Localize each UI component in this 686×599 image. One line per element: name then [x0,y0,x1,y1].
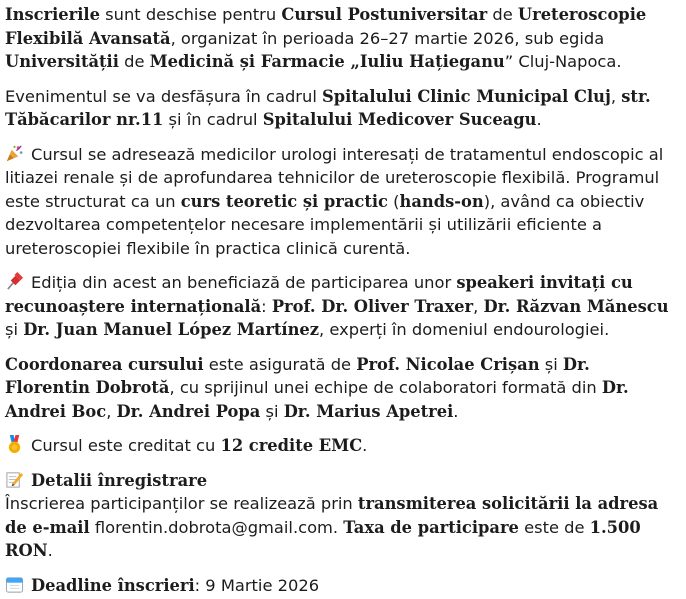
text-run: florentin.dobrota@gmail.com. [89,517,344,537]
audience-paragraph [5,143,678,261]
venue-paragraph [5,85,678,132]
bold-text: Dr. Juan Manuel López Martínez [23,320,320,339]
bold-text: Universității [5,52,119,71]
bold-text: str. Tăbăcarilor nr.11 [5,86,651,129]
text-run: : [261,296,272,316]
bold-text: speakeri invitați cu recunoaștere internațională [5,273,633,316]
text-run: Cursul se adresează medicilor urologi interesați de tratamentul endoscopic al litiazei renale și de aprofundarea tehnicilor de ureteroscopie flexibilă. Programul este structurat ca un [5,144,664,211]
credits-paragraph [5,434,678,458]
text-run: Înscrierea participanților se realizează prin [5,494,358,513]
text-run: ( [387,191,400,211]
bold-text: Spitalului Medicover Suceagu [262,110,537,129]
party-popper-icon [5,144,24,163]
text-run: Ediția din acest an beneficiază de participarea unor [31,273,457,292]
speakers-paragraph [5,271,678,342]
text-run: , [473,296,484,316]
bold-text: hands-on [399,191,484,211]
text-run: și [539,354,563,374]
text-run: ), având ca obiectiv dezvoltarea competențelor necesare implementării și utilizării eficiente a ureteroscopiei flexibile în practica clinică curentă. [5,191,645,258]
text-run: . [453,401,459,421]
text-run: Evenimentul se va desfășura în cadrul [5,86,323,106]
text-run: , experți în domeniul endourologiei. [319,320,610,339]
text-run: . [47,541,53,560]
bold-text: Inscrierile [5,5,100,24]
registration-paragraph [5,492,678,563]
text-run: , [106,401,117,421]
text-run: sunt deschise pentru [99,5,282,24]
text-run: și [5,320,24,339]
text-run: , [610,86,622,106]
medal-icon [5,435,24,454]
bold-text: Dr. Marius Apetrei [283,401,454,421]
registration-heading [5,469,678,493]
coordination-paragraph [5,353,678,424]
text-run: și [260,401,284,421]
text-run: și în cadrul [163,110,263,129]
bold-text: Taxa de participare [343,517,519,537]
bold-text: Deadline înscrieri [31,575,195,595]
bold-text: curs teoretic și practic [180,191,388,211]
text-run: este de [518,517,590,537]
bold-text: transmiterea solicitării la adresa de e-mail [5,494,659,537]
calendar-icon [5,575,24,594]
text-run: ” Cluj-Napoca. [504,52,622,71]
bold-text: Dr. Florentin Dobrotă [5,354,590,397]
text-run: : 9 Martie 2026 [194,575,320,595]
bold-text: Medicină și Farmacie „Iuliu Hațieganu [149,52,505,71]
bold-text: Detalii înregistrare [31,470,208,490]
pushpin-icon [5,272,24,291]
bold-text: Prof. Nicolae Crișan [356,354,540,374]
text-run: . [536,110,542,129]
text-run: , cu sprijinul unei echipe de colaboratori formată din [169,378,602,397]
bold-text: Cursul Postuniversitar [281,5,488,24]
text-run: , organizat în perioada 26–27 martie 2026, sub egida [170,28,605,48]
memo-icon [5,470,24,489]
bold-text: 12 credite EMC [220,436,363,455]
intro-paragraph [5,3,678,74]
text-run: . [362,436,368,455]
bold-text: Spitalului Clinic Municipal Cluj [322,86,611,106]
bold-text: Dr. Răzvan Mănescu [483,296,669,316]
deadline-paragraph [5,574,678,598]
bold-text: Coordonarea cursului [5,354,204,374]
bold-text: Dr. Andrei Boc [5,378,629,421]
text-run: este asigurată de [203,354,357,374]
text-run: de [118,52,150,71]
bold-text: Prof. Dr. Oliver Traxer [271,296,474,316]
text-run: Cursul este creditat cu [31,436,221,455]
bold-text: Ureteroscopie Flexibilă Avansată [5,5,647,48]
bold-text: 1.500 RON [5,517,641,560]
bold-text: Dr. Andrei Popa [116,401,261,421]
text-run: de [487,5,518,24]
